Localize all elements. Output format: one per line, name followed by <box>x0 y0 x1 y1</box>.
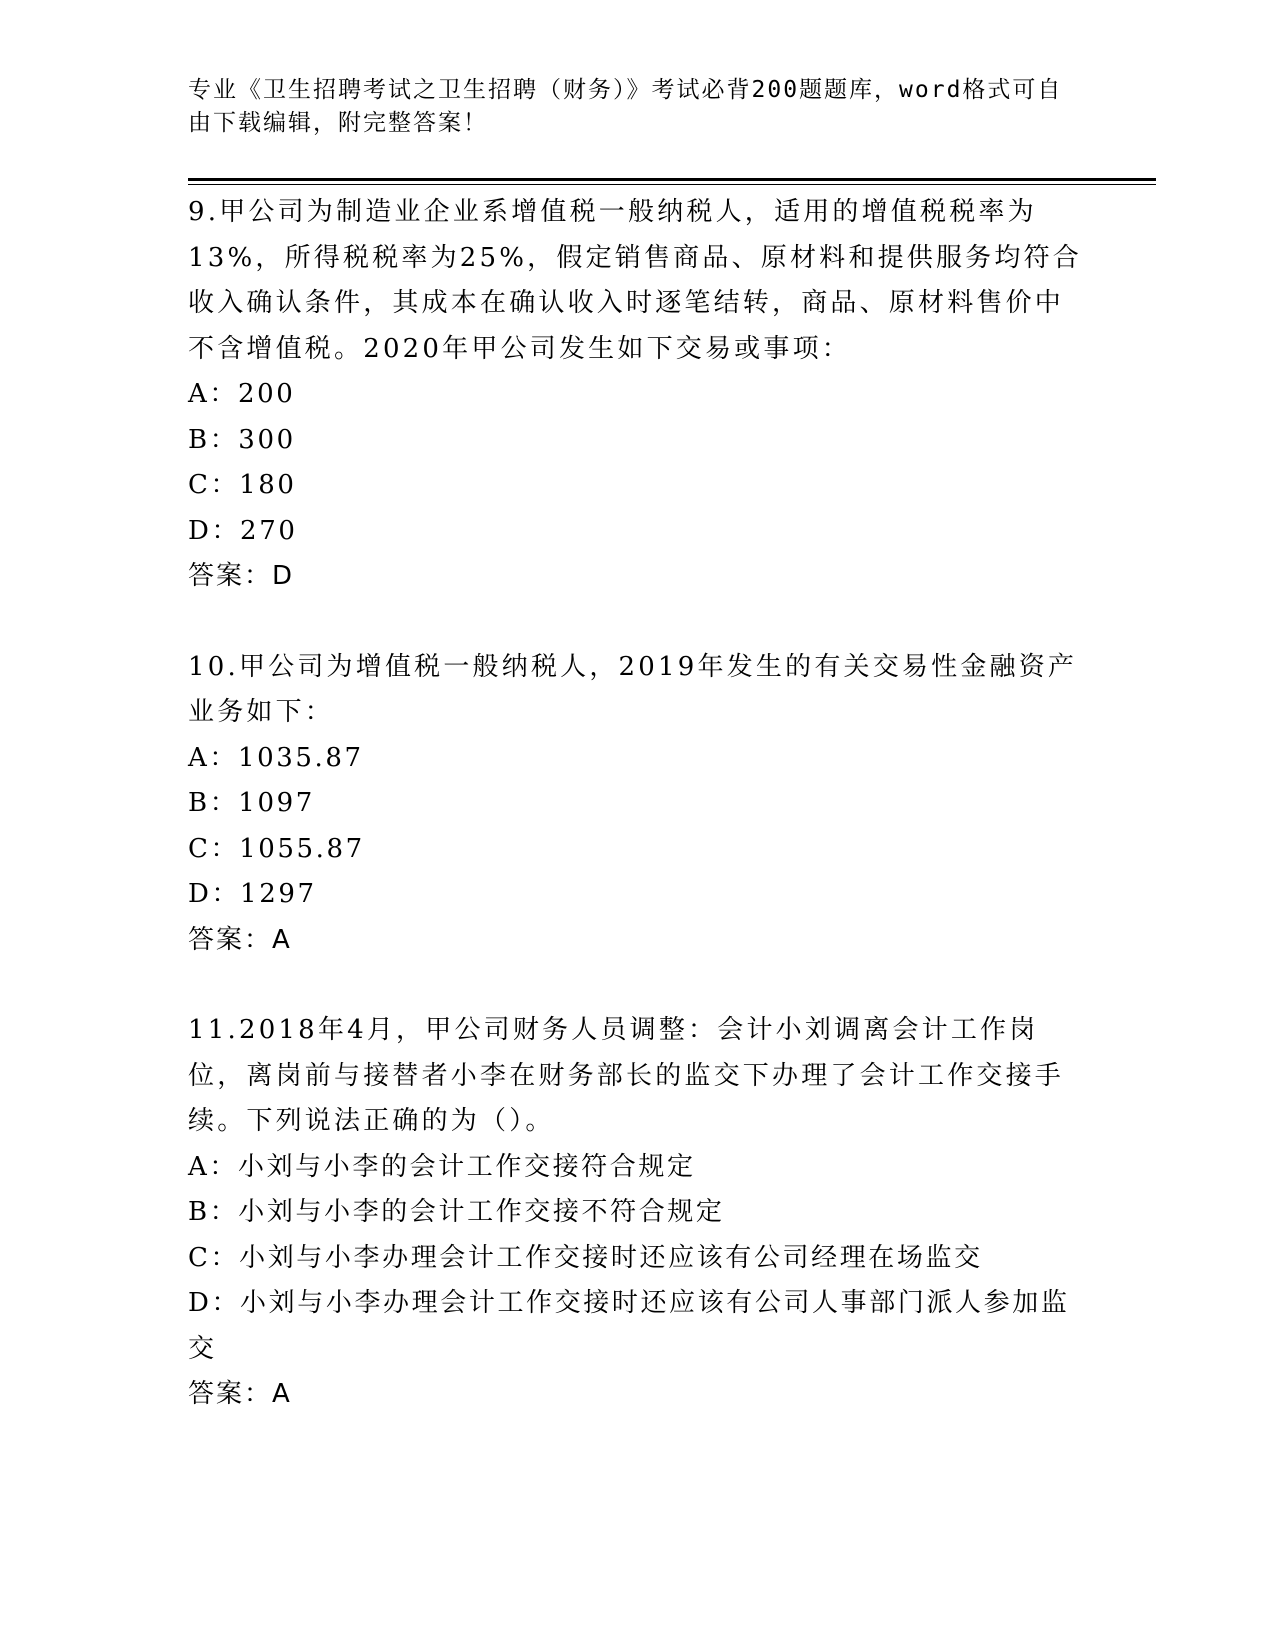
answer-line: 答案：A <box>188 1379 292 1409</box>
question-stem: 10.甲公司为增值税一般纳税人，2019年发生的有关交易性金融资产业务如下： <box>188 651 1078 727</box>
question-stem: 11.2018年4月，甲公司财务人员调整：会计小刘调离会计工作岗位，离岗前与接替者小李在财务部长的监交下办理了会计工作交接手续。下列说法正确的为（）。 <box>188 1015 1065 1136</box>
option-d: D：270 <box>188 515 298 546</box>
question-spacer <box>188 963 1088 1008</box>
option-a: A：200 <box>188 379 296 409</box>
option-b: B：1097 <box>188 788 315 818</box>
header-divider-thick <box>188 178 1156 181</box>
question-list <box>188 190 1088 1418</box>
document-header: 专业《卫生招聘考试之卫生招聘（财务）》考试必背200题题库，word格式可自由下载编辑，附完整答案！ <box>188 77 1063 136</box>
option-c: C：小刘与小李办理会计工作交接时还应该有公司经理在场监交 <box>188 1242 983 1273</box>
option-a: A：1035.87 <box>188 742 364 773</box>
option-c: C：1055.87 <box>188 833 365 864</box>
option-b: B：300 <box>188 424 296 455</box>
question-9 <box>188 190 1088 600</box>
question-11 <box>188 1008 1088 1418</box>
option-d: D：1297 <box>188 879 317 909</box>
option-a: A：小刘与小李的会计工作交接符合规定 <box>188 1151 696 1182</box>
header-divider-thin <box>188 184 1156 185</box>
option-d: D：小刘与小李办理会计工作交接时还应该有公司人事部门派人参加监交 <box>188 1288 1070 1364</box>
option-b: B：小刘与小李的会计工作交接不符合规定 <box>188 1197 725 1227</box>
question-spacer <box>188 600 1088 645</box>
question-stem: 9.甲公司为制造业企业系增值税一般纳税人，适用的增值税税率为13%，所得税税率为25%，假定销售商品、原材料和提供服务均符合收入确认条件，其成本在确认收入时逐笔结转，商品、原材料售价中不含增值税。2020年甲公司发生如下交易或事项： <box>188 197 1082 364</box>
question-10 <box>188 645 1088 964</box>
option-c: C：180 <box>188 470 297 500</box>
answer-line: 答案：D <box>188 561 295 591</box>
answer-line: 答案：A <box>188 924 292 955</box>
